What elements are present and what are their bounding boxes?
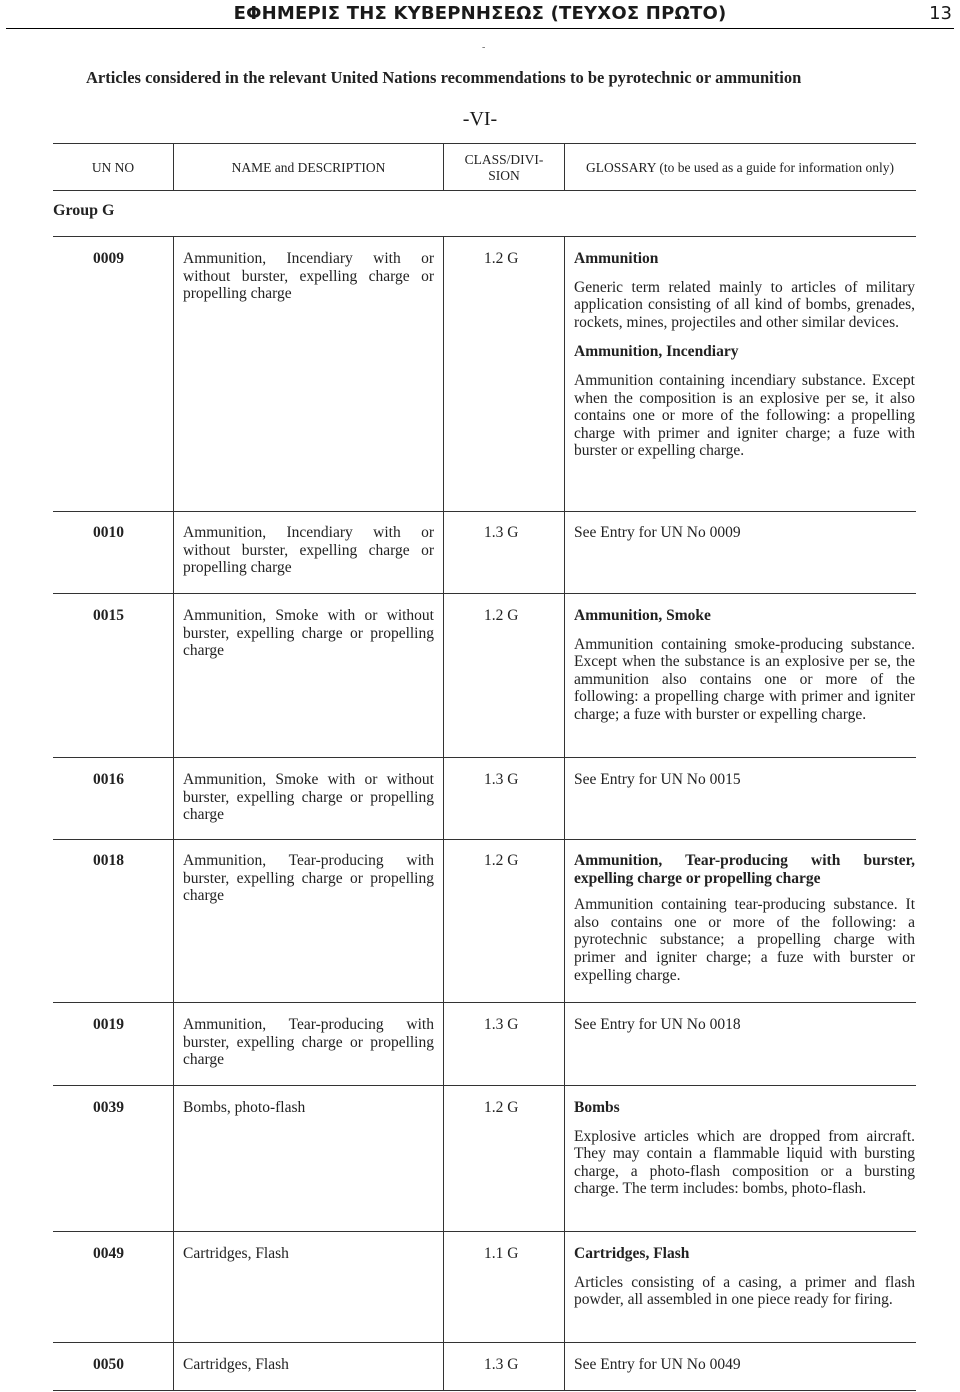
glossary-entry (574, 1245, 915, 1309)
item-name: Ammunition, Incendiary with or without burster, expelling charge or propelling charge (183, 250, 434, 303)
item-name: Ammunition, Smoke with or without burster, expelling charge or propelling charge (183, 771, 434, 824)
un-number: 0050 (93, 1356, 124, 1373)
item-name: Cartridges, Flash (183, 1356, 289, 1373)
item-name: Ammunition, Tear-producing with burster, expelling charge or propelling charge (183, 852, 434, 905)
glossary-term: Ammunition, Tear-producing with burster, expelling charge or propelling charge (574, 852, 915, 887)
glossary-entry (574, 1099, 915, 1198)
header-rule (6, 28, 954, 29)
header-divider (443, 143, 444, 191)
glossary-entry (574, 852, 915, 984)
un-number: 0039 (93, 1099, 124, 1116)
glossary-cross-reference: See Entry for UN No 0009 (574, 524, 741, 541)
column-rule (173, 236, 174, 1391)
stray-dash: - (482, 42, 486, 53)
glossary-term: Cartridges, Flash (574, 1245, 690, 1262)
row-rule (53, 1342, 916, 1343)
glossary-definition: Ammunition containing tear-producing substance. It also contains one or more of the following: a pyrotechnic substance; a propelling charge with primer and igniter charge; a fuze with burster or expelling charge. (574, 896, 915, 984)
item-name: Bombs, photo-flash (183, 1099, 306, 1116)
un-number: 0018 (93, 852, 124, 869)
item-name: Ammunition, Smoke with or without burster, expelling charge or propelling charge (183, 607, 434, 660)
class-division: 1.2 G (484, 250, 519, 267)
class-division: 1.3 G (484, 1016, 519, 1033)
item-name: Ammunition, Incendiary with or without burster, expelling charge or propelling charge (183, 524, 434, 577)
glossary-definition: Generic term related mainly to articles of military application consisting of all kind of bombs, grenades, rockets, mines, projectiles and other similar devices. (574, 278, 915, 331)
column-rule (564, 236, 565, 1391)
column-header-glossary: GLOSSARY (to be used as a guide for information only) (585, 159, 895, 175)
class-division: 1.3 G (484, 1356, 519, 1373)
class-division: 1.2 G (484, 852, 519, 869)
glossary-definition: Ammunition containing incendiary substance. Except when the composition is an explosive per se, it also contains one or more of the following: a propelling charge with primer and igniter charge; a fuze with burster or expelling charge. (574, 371, 915, 460)
class-division: 1.1 G (484, 1245, 519, 1262)
class-division: 1.2 G (484, 607, 519, 624)
row-rule (53, 511, 916, 512)
glossary-entry (574, 250, 915, 460)
row-rule (53, 839, 916, 840)
glossary-entry (574, 607, 915, 724)
un-number: 0015 (93, 607, 124, 624)
page-heading: Articles considered in the relevant United Nations recommendations to be pyrotechnic or ammunition (86, 68, 802, 87)
page-number: 13 (929, 3, 952, 24)
glossary-term: Ammunition, Incendiary (574, 343, 739, 361)
glossary-cross-reference: See Entry for UN No 0015 (574, 771, 741, 788)
row-rule (53, 757, 916, 758)
class-division: 1.3 G (484, 771, 519, 788)
column-header-class: CLASS/DIVI- SION (464, 151, 544, 183)
item-name: Ammunition, Tear-producing with burster, expelling charge or propelling charge (183, 1016, 434, 1069)
glossary-term: Ammunition, Smoke (574, 607, 711, 624)
un-number: 0049 (93, 1245, 124, 1262)
row-rule (53, 593, 916, 594)
group-label: Group G (53, 202, 115, 219)
class-division: 1.2 G (484, 1099, 519, 1116)
section-number: -VI- (462, 108, 498, 130)
un-number: 0010 (93, 524, 124, 541)
glossary-definition: Articles consisting of a casing, a primer and flash powder, all assembled in one piece ready for firing. (574, 1273, 915, 1309)
glossary-cross-reference: See Entry for UN No 0018 (574, 1016, 741, 1033)
glossary-term: Bombs (574, 1099, 620, 1116)
un-number: 0009 (93, 250, 124, 267)
row-rule (53, 236, 916, 237)
row-rule (53, 1231, 916, 1232)
column-rule (443, 236, 444, 1391)
un-number: 0019 (93, 1016, 124, 1033)
page-header (0, 0, 960, 30)
item-name: Cartridges, Flash (183, 1245, 289, 1262)
glossary-definition: Ammunition containing smoke-producing substance. Except when the substance is an explosive per se, the ammunition also contains one or more of the following: a propelling charge with primer and igniter charge; a fuze with burster or expelling charge. (574, 635, 915, 723)
column-header-un-no: UN NO (91, 159, 135, 175)
class-division: 1.3 G (484, 524, 519, 541)
header-divider (564, 143, 565, 191)
gazette-title: ΕΦΗΜΕΡΙΣ ΤΗΣ ΚΥΒΕΡΝΗΣΕΩΣ (ΤΕΥΧΟΣ ΠΡΩΤΟ) (233, 3, 727, 24)
glossary-definition: Explosive articles which are dropped from aircraft. They may contain a flammable liquid with bursting charge, a photo-flash composition or a bursting charge. The term includes: bombs, photo-flash. (574, 1127, 915, 1198)
glossary-term: Ammunition (574, 250, 659, 267)
column-header-name: NAME and DESCRIPTION (231, 159, 386, 175)
row-rule (53, 1002, 916, 1003)
glossary-cross-reference: See Entry for UN No 0049 (574, 1356, 741, 1373)
row-rule (53, 1085, 916, 1086)
row-rule (53, 1390, 916, 1391)
un-number: 0016 (93, 771, 124, 788)
